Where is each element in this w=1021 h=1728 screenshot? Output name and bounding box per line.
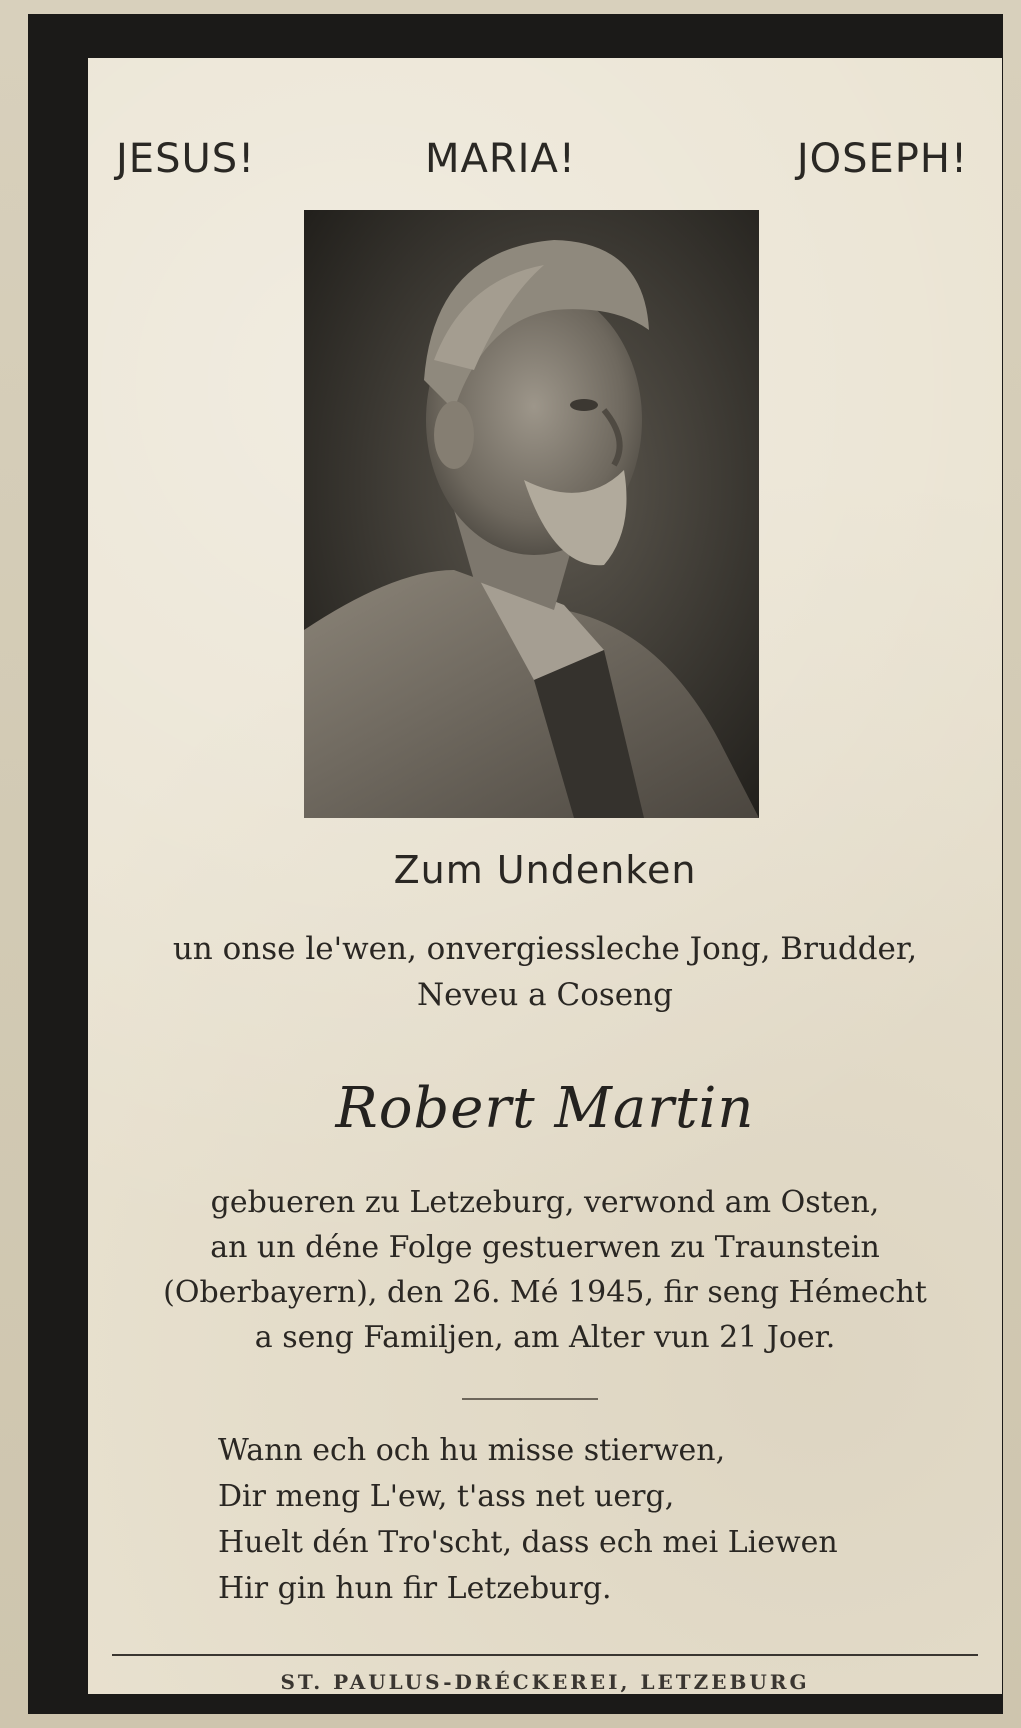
biography-line: (Oberbayern), den 26. Mé 1945, fir seng Hémecht [163,1275,927,1310]
memorial-card-frame [28,14,1003,1714]
header-jesus: JESUS! [116,136,256,182]
biography-line: a seng Familjen, am Alter vun 21 Joer. [254,1320,836,1355]
short-divider [462,1398,598,1400]
biography-line: gebueren zu Letzeburg, verwond am Osten, [210,1185,880,1220]
biography-text [112,1180,978,1360]
memorial-verse [218,1428,978,1612]
printer-imprint: ST. PAULUS-DRÉCKEREI, LETZEBURG [280,1670,810,1694]
verse-line: Hir gin hun fir Letzeburg. [218,1571,612,1606]
portrait-illustration [304,210,759,818]
deceased-name: Robert Martin [335,1076,755,1141]
dedication-line: Neveu a Coseng [417,977,673,1013]
dedication-line: un onse le'wen, onvergiessleche Jong, Brudder, [172,931,918,967]
dedication-text [88,926,1002,1018]
verse-line: Dir meng L'ew, t'ass net uerg, [218,1479,675,1514]
header-maria: MARIA! [425,136,576,182]
portrait-photo [304,210,759,818]
invocation-header [88,136,1002,196]
biography-line: an un déne Folge gestuerwen zu Traunstein [210,1230,880,1265]
card-subtitle: Zum Undenken [393,848,697,892]
verse-line: Huelt dén Tro'scht, dass ech mei Liewen [218,1525,838,1560]
memorial-card [88,58,1002,1694]
footer-divider [112,1654,978,1656]
verse-line: Wann ech och hu misse stierwen, [218,1433,726,1468]
header-joseph: JOSEPH! [796,136,968,182]
